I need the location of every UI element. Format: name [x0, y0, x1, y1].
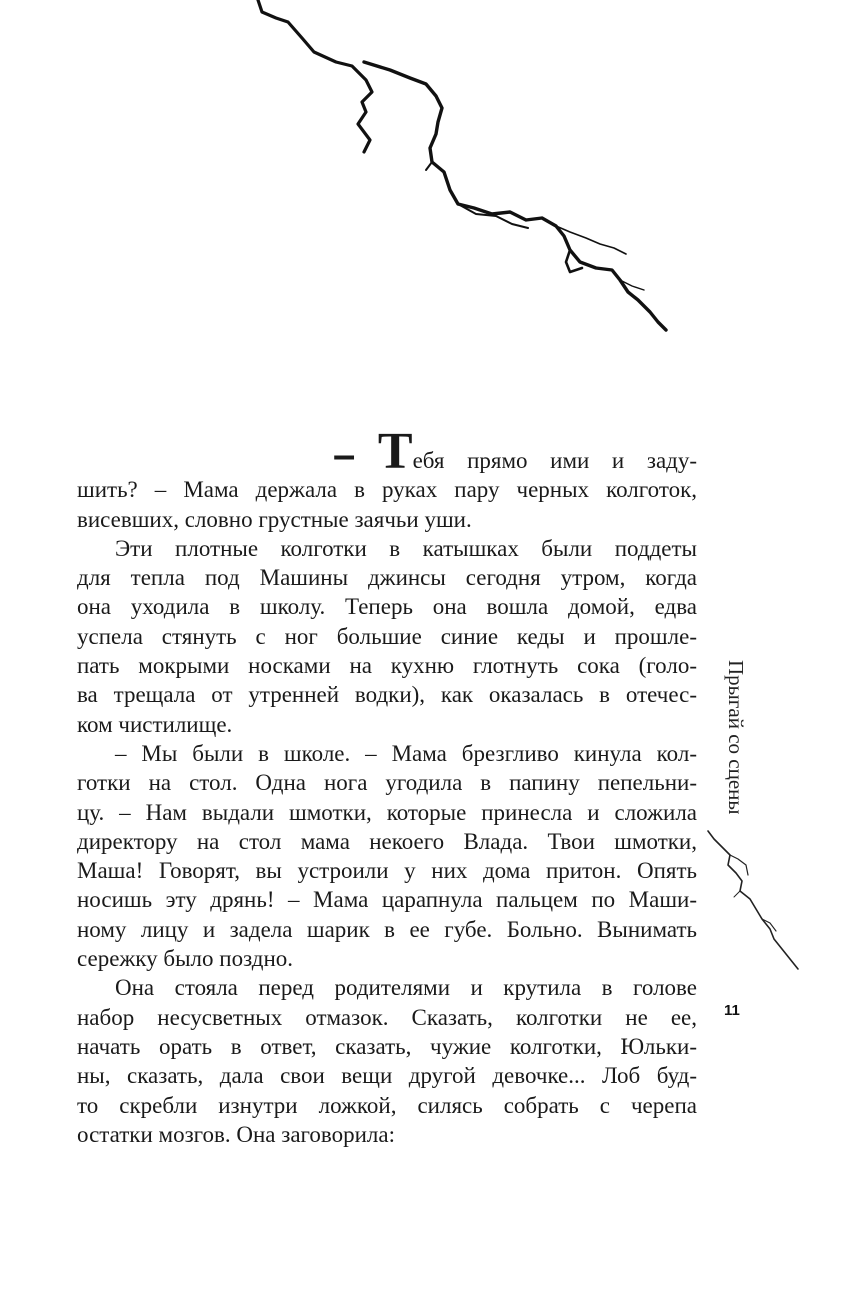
text-line: пать мокрыми носками на кухню глотнуть сока (голо- — [77, 653, 697, 679]
crack-ornament-top — [240, 0, 680, 340]
text-line: носишь эту дрянь! – Мама царапнула пальцем по Маши- — [77, 887, 697, 913]
text-line: ны, сказать, дала свои вещи другой девочке... Лоб буд- — [77, 1063, 697, 1089]
dropcap-letter: Т — [377, 423, 413, 480]
text-line: ному лицу и задела шарик в ее губе. Больно. Вынимать — [77, 916, 697, 942]
text-line: она уходила в школу. Теперь она вошла домой, едва — [77, 594, 697, 620]
paragraph — [77, 739, 697, 973]
text-line: начать орать в ответ, сказать, чужие колготки, Юльки- — [77, 1033, 697, 1059]
text-line: то скребли изнутри ложкой, силясь собрать с черепа — [77, 1092, 697, 1118]
running-title: Прыгай со сцены — [724, 660, 748, 815]
text-line: цу. – Нам выдали шмотки, которые принесла и сложила — [77, 799, 697, 825]
paragraph — [77, 534, 697, 739]
text-line: Маша! Говорят, вы устроили у них дома притон. Опять — [77, 858, 697, 884]
body-text — [77, 423, 698, 1149]
text-line: успела стянуть с ног большие синие кеды и прошле- — [77, 623, 697, 649]
text-line: ебя прямо ими и заду- — [412, 448, 698, 473]
text-line: готки на стол. Одна нога угодила в папину пепельни- — [77, 770, 697, 796]
text-line: Она стояла перед родителями и крутила в голове — [115, 975, 697, 1001]
text-line: ком чистилище. — [77, 711, 233, 737]
crack-ornament-side — [700, 825, 805, 975]
page-number: 11 — [724, 1002, 740, 1019]
first-line — [77, 423, 698, 480]
text-line: ва трещала от утренней водки), как оказалась в отечес- — [77, 682, 697, 708]
paragraph — [77, 973, 697, 1149]
text-line: сережку было поздно. — [77, 946, 294, 972]
text-line: набор несусветных отмазок. Сказать, колготки не ее, — [77, 1004, 697, 1030]
text-line: висевших, словно грустные заячьи уши. — [77, 506, 472, 532]
paragraph — [77, 423, 698, 534]
dropcap-dash: – — [333, 433, 356, 477]
text-line: – Мы были в школе. – Мама брезгливо кинула кол- — [115, 740, 697, 766]
text-line: шить? – Мама держала в руках пару черных колготок, — [77, 477, 697, 503]
text-line: директору на стол мама некоего Влада. Твои шмотки, — [77, 828, 697, 854]
text-line: для тепла под Машины джинсы сегодня утром, когда — [77, 565, 697, 591]
text-line: Эти плотные колготки в катышках были поддеты — [115, 535, 697, 561]
text-line: остатки мозгов. Она заговорила: — [77, 1121, 395, 1147]
